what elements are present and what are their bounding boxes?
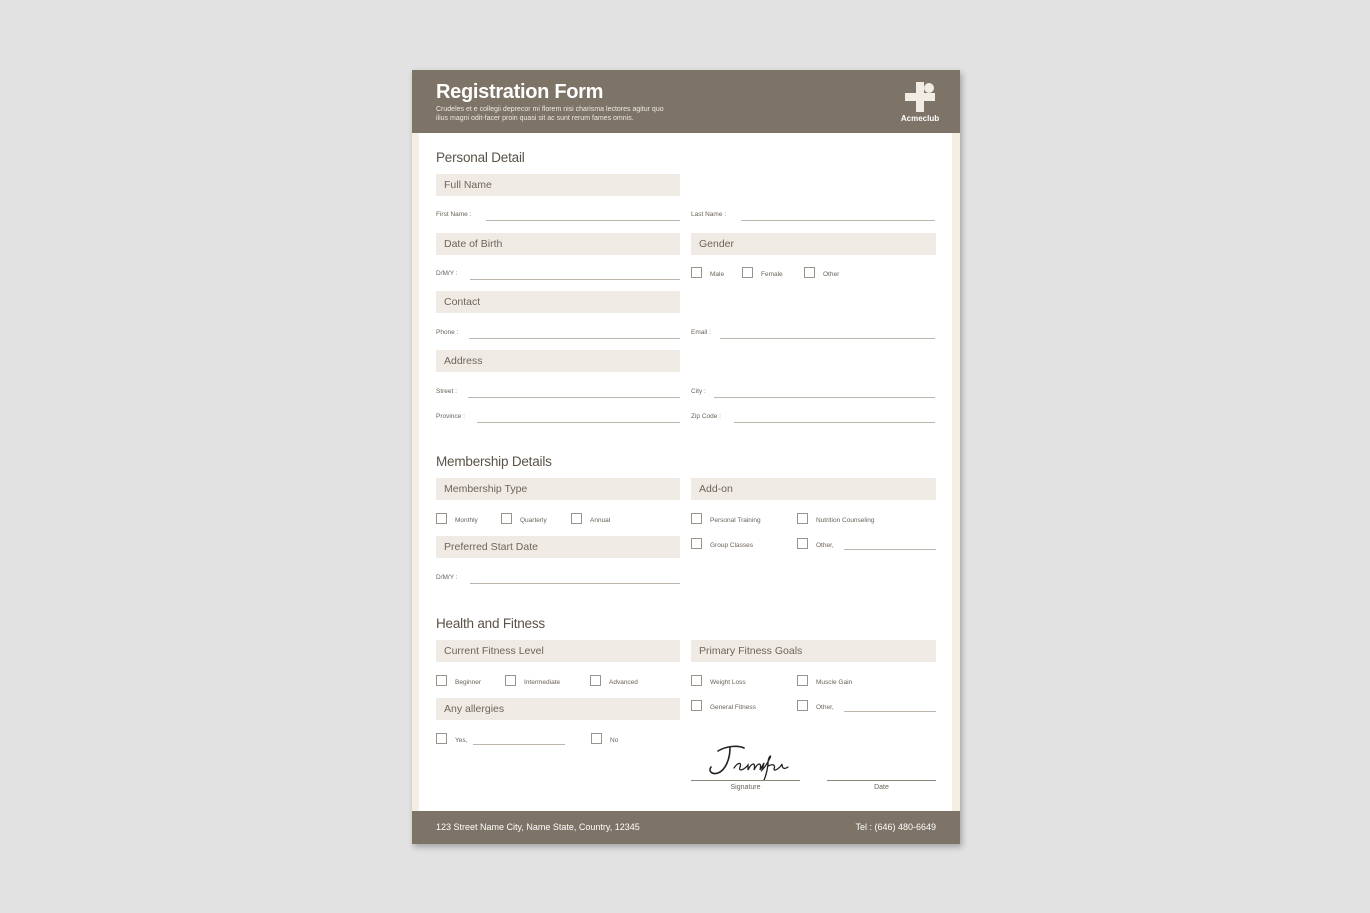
gender-male-label: Male — [710, 271, 725, 278]
checkbox-box[interactable] — [691, 267, 702, 278]
beginner-label: Beginner — [455, 679, 482, 686]
checkbox-box[interactable] — [505, 675, 516, 686]
date-line[interactable] — [827, 780, 936, 781]
phone-label: Phone : — [436, 329, 459, 336]
gender-male-checkbox[interactable] — [691, 267, 741, 281]
weight-loss-checkbox[interactable] — [691, 675, 771, 689]
footer-address: 123 Street Name City, Name State, Country, 12345 — [436, 822, 640, 832]
first-name-label: First Name : — [436, 211, 472, 218]
province-label: Province : — [436, 413, 465, 420]
any-allergies-bar: Any allergies — [436, 698, 680, 720]
monthly-checkbox[interactable] — [436, 513, 496, 527]
form-title: Registration Form — [436, 81, 604, 103]
allergies-no-label: No — [610, 737, 619, 744]
city-line[interactable] — [714, 397, 935, 398]
footer-telephone: Tel : (646) 480-6649 — [855, 822, 936, 832]
first-name-field[interactable] — [436, 211, 680, 223]
annual-label: Annual — [590, 517, 611, 524]
monthly-label: Monthly — [455, 517, 478, 524]
allergies-yes-label: Yes, — [455, 737, 468, 744]
city-label: City : — [691, 388, 706, 395]
addon-other-checkbox[interactable] — [797, 538, 936, 552]
dob-field[interactable] — [436, 270, 680, 282]
checkbox-box[interactable] — [590, 675, 601, 686]
annual-checkbox[interactable] — [571, 513, 631, 527]
handwritten-signature — [704, 742, 790, 782]
checkbox-box[interactable] — [742, 267, 753, 278]
checkbox-box[interactable] — [436, 733, 447, 744]
checkbox-box[interactable] — [436, 513, 447, 524]
checkbox-box[interactable] — [591, 733, 602, 744]
province-field[interactable] — [436, 413, 680, 425]
checkbox-box[interactable] — [797, 700, 808, 711]
registration-form-sheet — [412, 70, 960, 844]
checkbox-box[interactable] — [691, 538, 702, 549]
signature-line[interactable] — [691, 780, 800, 781]
nutrition-counseling-checkbox[interactable] — [797, 513, 907, 527]
muscle-gain-label: Muscle Gain — [816, 679, 853, 686]
health-fitness-title: Health and Fitness — [436, 616, 545, 631]
start-date-label: D/M/Y : — [436, 574, 458, 581]
phone-line[interactable] — [469, 338, 680, 339]
advanced-checkbox[interactable] — [590, 675, 660, 689]
last-name-label: Last Name : — [691, 211, 727, 218]
preferred-start-date-bar: Preferred Start Date — [436, 536, 680, 558]
sheet-edge-right — [952, 133, 960, 811]
gender-other-checkbox[interactable] — [804, 267, 864, 281]
address-bar: Address — [436, 350, 680, 372]
allergies-yes-checkbox[interactable] — [436, 733, 565, 747]
membership-details-title: Membership Details — [436, 454, 552, 469]
checkbox-box[interactable] — [691, 675, 702, 686]
group-classes-checkbox[interactable] — [691, 538, 781, 552]
nutrition-counseling-label: Nutrition Counseling — [816, 517, 875, 524]
first-name-line[interactable] — [486, 220, 680, 221]
primary-fitness-goals-bar: Primary Fitness Goals — [691, 640, 936, 662]
gender-other-label: Other — [823, 271, 840, 278]
personal-training-checkbox[interactable] — [691, 513, 781, 527]
gender-bar: Gender — [691, 233, 936, 255]
group-classes-label: Group Classes — [710, 542, 753, 549]
date-of-birth-bar: Date of Birth — [436, 233, 680, 255]
sheet-edge-left — [412, 133, 419, 811]
zip-code-line[interactable] — [734, 422, 935, 423]
current-fitness-level-bar: Current Fitness Level — [436, 640, 680, 662]
checkbox-box[interactable] — [436, 675, 447, 686]
zip-code-label: Zip Code : — [691, 413, 721, 420]
street-field[interactable] — [436, 388, 680, 400]
cross-logo-icon — [905, 82, 935, 112]
checkbox-box[interactable] — [804, 267, 815, 278]
contact-bar: Contact — [436, 291, 680, 313]
gender-female-label: Female — [761, 271, 783, 278]
city-field[interactable] — [691, 388, 935, 400]
add-on-bar: Add-on — [691, 478, 936, 500]
last-name-line[interactable] — [741, 220, 935, 221]
checkbox-box[interactable] — [571, 513, 582, 524]
general-fitness-label: General Fitness — [710, 704, 756, 711]
goal-other-line[interactable] — [844, 711, 936, 712]
checkbox-box[interactable] — [691, 700, 702, 711]
weight-loss-label: Weight Loss — [710, 679, 746, 686]
street-label: Street : — [436, 388, 457, 395]
brand-logo — [900, 82, 940, 124]
beginner-checkbox[interactable] — [436, 675, 496, 689]
quarterly-label: Quarterly — [520, 517, 547, 524]
last-name-field[interactable] — [691, 211, 935, 223]
dob-line[interactable] — [470, 279, 680, 280]
signature-caption: Signature — [730, 784, 761, 791]
phone-field[interactable] — [436, 329, 680, 341]
brand-name: Acmeclub — [900, 114, 940, 123]
personal-training-label: Personal Training — [710, 517, 761, 524]
goal-other-label: Other, — [816, 704, 834, 711]
gender-female-checkbox[interactable] — [742, 267, 802, 281]
full-name-bar: Full Name — [436, 174, 680, 196]
street-line[interactable] — [468, 397, 680, 398]
date-caption: Date — [874, 784, 889, 791]
dob-label: D/M/Y : — [436, 270, 458, 277]
start-date-field[interactable] — [436, 574, 680, 586]
advanced-label: Advanced — [609, 679, 638, 686]
addon-other-line[interactable] — [844, 549, 936, 550]
checkbox-box[interactable] — [797, 538, 808, 549]
allergies-no-checkbox[interactable] — [591, 733, 641, 747]
email-label: Email : — [691, 329, 711, 336]
form-subtitle: Crudeles et e collegii deprecor mi florem nisi charisma lectores agitur quo ilius magni odit-facer proin quasi sit ac sunt rerum fames omnis. — [436, 106, 664, 122]
membership-type-bar: Membership Type — [436, 478, 680, 500]
general-fitness-checkbox[interactable] — [691, 700, 781, 714]
form-header — [412, 70, 960, 133]
goal-other-checkbox[interactable] — [797, 700, 936, 714]
quarterly-checkbox[interactable] — [501, 513, 561, 527]
personal-detail-title: Personal Detail — [436, 150, 525, 165]
muscle-gain-checkbox[interactable] — [797, 675, 877, 689]
checkbox-box[interactable] — [797, 513, 808, 524]
province-line[interactable] — [477, 422, 680, 423]
checkbox-box[interactable] — [691, 513, 702, 524]
email-line[interactable] — [720, 338, 935, 339]
start-date-line[interactable] — [470, 583, 680, 584]
intermediate-checkbox[interactable] — [505, 675, 575, 689]
zip-code-field[interactable] — [691, 413, 935, 425]
allergies-yes-line[interactable] — [473, 744, 565, 745]
checkbox-box[interactable] — [501, 513, 512, 524]
addon-other-label: Other, — [816, 542, 834, 549]
checkbox-box[interactable] — [797, 675, 808, 686]
email-field[interactable] — [691, 329, 935, 341]
intermediate-label: Intermediate — [524, 679, 561, 686]
form-footer — [412, 811, 960, 844]
